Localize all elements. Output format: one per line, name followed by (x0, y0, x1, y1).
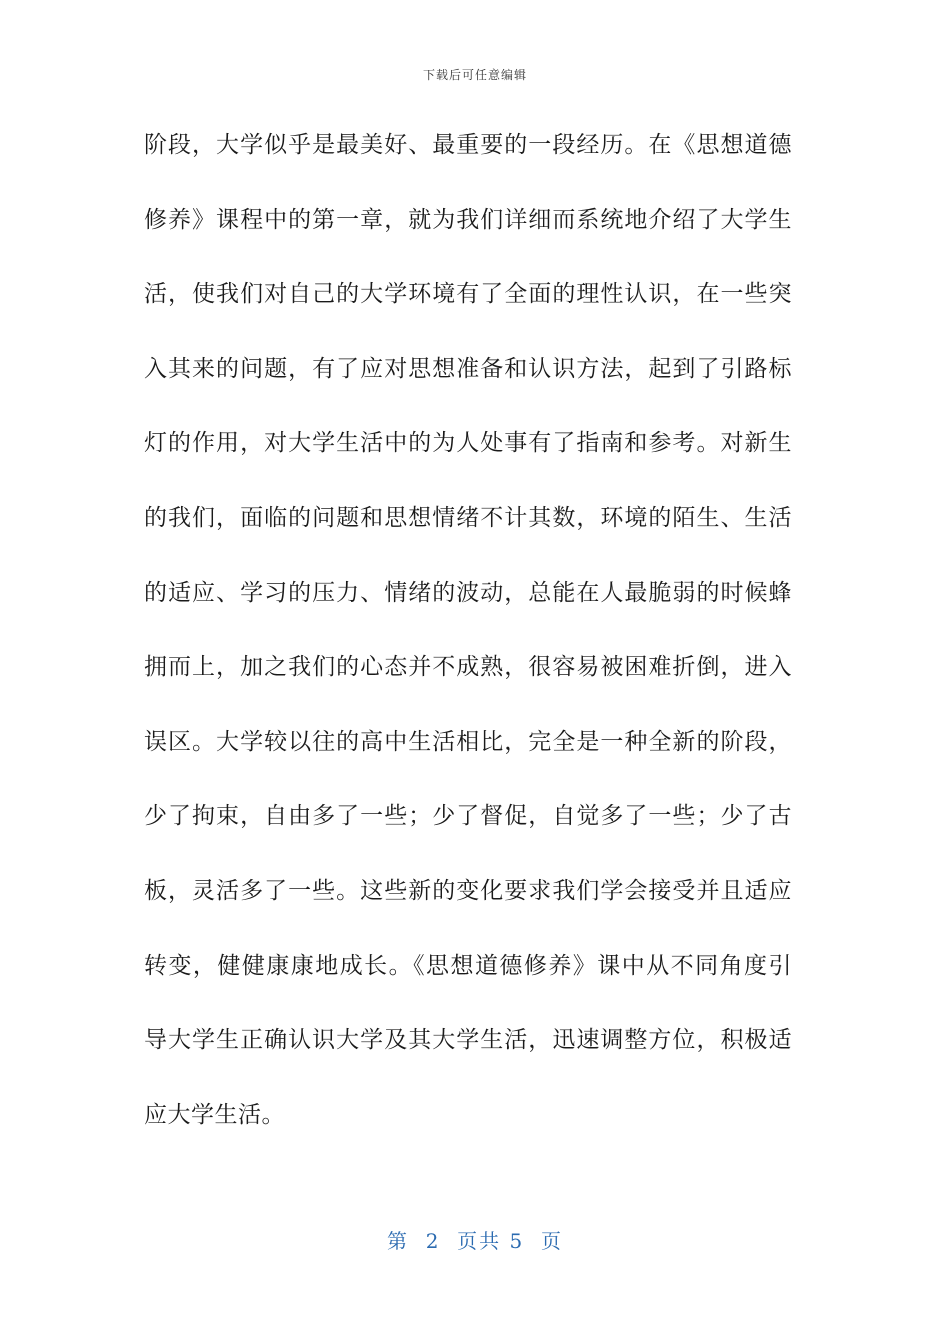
paragraph-line: 的适应、学习的压力、情绪的波动，总能在人最脆弱的时候蜂 (144, 579, 792, 606)
document-body (144, 125, 792, 1169)
paragraph-line: 少了拘束，自由多了一些；少了督促，自觉多了一些；少了古 (144, 803, 792, 830)
paragraph-line: 的我们，面临的问题和思想情绪不计其数，环境的陌生、生活 (144, 504, 792, 531)
paragraph-line: 导大学生正确认识大学及其大学生活，迅速调整方位，积极适 (144, 1027, 792, 1054)
paragraph-line: 修养》课程中的第一章，就为我们详细而系统地介绍了大学生 (144, 206, 792, 233)
paragraph-line: 入其来的问题，有了应对思想准备和认识方法，起到了引路标 (144, 355, 792, 382)
paragraph-line: 活，使我们对自己的大学环境有了全面的理性认识，在一些突 (144, 281, 792, 308)
paragraph-line: 阶段，大学似乎是最美好、最重要的一段经历。在《思想道德 (144, 132, 792, 158)
paragraph-line: 拥而上，加之我们的心态并不成熟，很容易被困难折倒，进入 (144, 654, 792, 681)
paragraph-line: 应大学生活。 (144, 1101, 285, 1128)
paragraph-line: 板，灵活多了一些。这些新的变化要求我们学会接受并且适应 (144, 877, 792, 904)
paragraph-line: 灯的作用，对大学生活中的为人处事有了指南和参考。对新生 (144, 430, 792, 457)
paragraph-line: 转变，健健康康地成长。《思想道德修养》课中从不同角度引 (144, 952, 792, 979)
header-note: 下载后可任意编辑 (422, 68, 527, 82)
paragraph-line: 误区。大学较以往的高中生活相比，完全是一种全新的阶段， (144, 728, 792, 755)
page-number: 第 2 页共 5 页 (387, 1229, 563, 1253)
